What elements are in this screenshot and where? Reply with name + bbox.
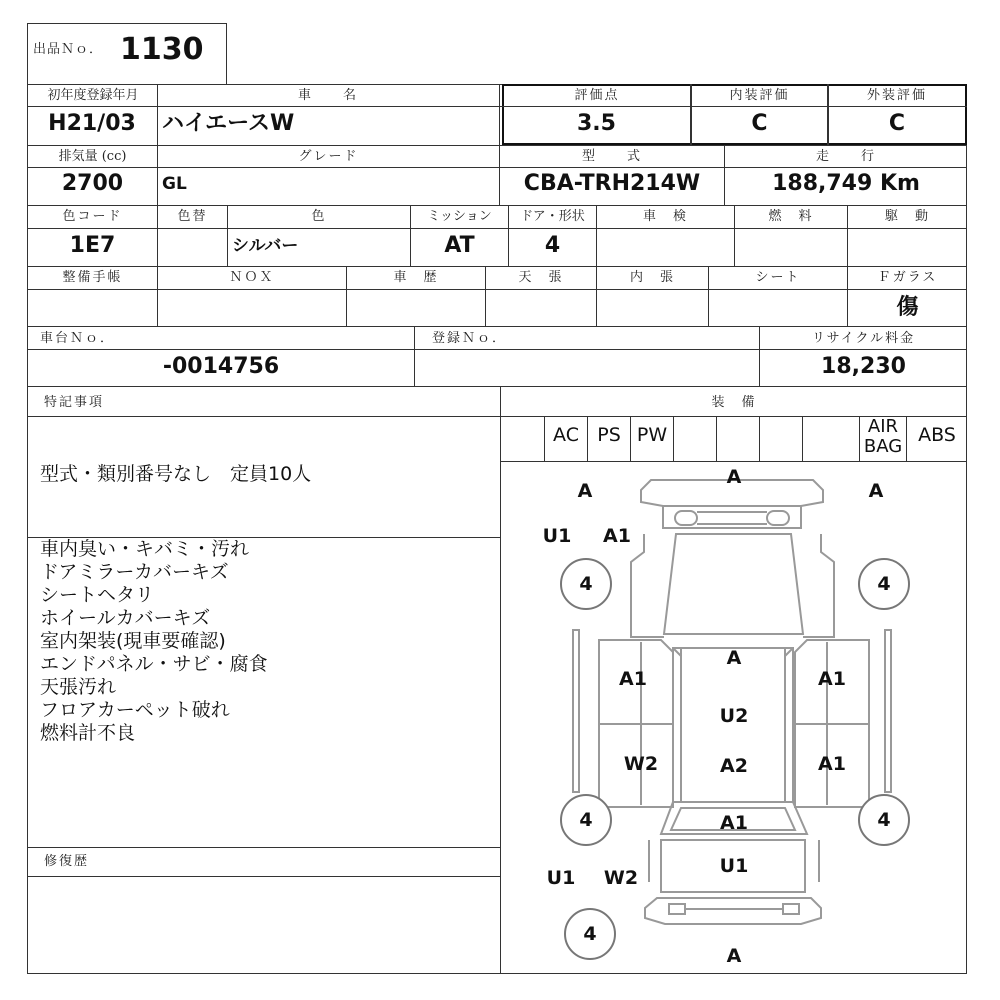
notes-line1: 型式・類別番号なし 定員10人	[40, 463, 312, 485]
equip-ps: PS	[597, 424, 621, 446]
repair-label: 修復歴	[44, 854, 90, 869]
mission-label: ミッション	[427, 209, 492, 224]
color-value: シルバー	[232, 236, 299, 256]
damage-front-bumper: A	[726, 466, 742, 488]
reg-label: 初年度登録年月	[47, 88, 139, 103]
damage-windshield: A	[726, 647, 742, 669]
damage-roof-a2: A2	[720, 755, 748, 777]
history-label: 車 歴	[393, 270, 439, 285]
reg-value: H21/03	[48, 111, 136, 136]
lot-label: 出品Ｎｏ．	[33, 42, 104, 57]
damage-rear-a1: A1	[720, 812, 748, 834]
damage-front-left: A	[577, 480, 593, 502]
damage-right-a1: A1	[818, 753, 846, 775]
notes-item: 室内架装(現車要確認)	[40, 630, 226, 652]
tire-front-right: 4	[858, 558, 910, 610]
color-label: 色	[311, 209, 327, 224]
lot-number: 1130	[120, 32, 204, 67]
equip-ac: AC	[553, 424, 579, 446]
name-value: ハイエースW	[162, 111, 295, 136]
notes-item: エンドパネル・サビ・腐食	[40, 653, 268, 675]
grade-label: グレード	[298, 149, 359, 164]
damage-right-side-a1: A1	[818, 668, 846, 690]
tire-rear-left: 4	[560, 794, 612, 846]
chassis-value: -0014756	[162, 354, 280, 379]
notes-item: フロアカーペット破れ	[40, 699, 230, 721]
mileage-label: 走 行	[815, 149, 876, 164]
equip-airbag: AIR BAG	[863, 416, 903, 457]
drive-label: 駆 動	[884, 209, 930, 224]
notes-item: 車内臭い・キバミ・汚れ	[40, 538, 250, 560]
equip-abs: ABS	[918, 424, 956, 446]
notes-item: 燃料計不良	[40, 722, 136, 744]
damage-front-right: A	[868, 480, 884, 502]
exterior-label: 外装評価	[866, 88, 927, 103]
equip-pw: PW	[636, 424, 668, 446]
repaint-label: 色替	[177, 209, 208, 224]
regno-label: 登録Ｎｏ．	[432, 331, 508, 346]
equipment-label: 装 備	[711, 395, 757, 410]
model-value: CBA-TRH214W	[523, 171, 701, 196]
tire-front-left: 4	[560, 558, 612, 610]
ceiling-label: 天 張	[518, 270, 564, 285]
disp-value: 2700	[61, 171, 124, 196]
notes-item: ドアミラーカバーキズ	[40, 561, 229, 583]
notes-item: 天張汚れ	[40, 676, 117, 698]
seat-label: シート	[755, 270, 801, 285]
name-label: 車 名	[297, 88, 358, 103]
color-code-value: 1E7	[69, 233, 116, 258]
notes-item: ホイールカバーキズ	[40, 607, 211, 629]
inspection-label: 車 検	[642, 209, 688, 224]
grade-value: GL	[162, 174, 187, 194]
door-label: ドア・形状	[520, 209, 585, 224]
chassis-label: 車台Ｎｏ．	[40, 331, 116, 346]
notes-item: シートヘタリ	[40, 584, 155, 606]
damage-roof-u2: U2	[719, 705, 749, 727]
mileage-value: 188,749 Km	[772, 171, 920, 196]
damage-left-side-a1: A1	[619, 668, 647, 690]
disp-label: 排気量 (cc)	[58, 149, 127, 164]
interior-label: 内装評価	[729, 88, 790, 103]
glass-value: 傷	[896, 294, 919, 320]
maint-label: 整備手帳	[62, 270, 123, 285]
fuel-label: 燃 料	[768, 209, 814, 224]
damage-rear-bumper: A	[726, 945, 742, 967]
damage-left-w2: W2	[623, 753, 659, 775]
damage-left-front-u1: U1	[542, 525, 572, 547]
score-label: 評価点	[574, 88, 620, 103]
spare-tire: 4	[564, 908, 616, 960]
mission-value: AT	[444, 233, 475, 258]
damage-rear-u1: U1	[719, 855, 749, 877]
notes-label: 特記事項	[44, 395, 105, 410]
inner-label: 内 張	[629, 270, 675, 285]
glass-label: Ｆガラス	[877, 270, 938, 285]
door-value: 4	[544, 233, 561, 258]
score-value: 3.5	[577, 111, 616, 136]
exterior-value: C	[888, 111, 906, 136]
damage-rear-left-w2: W2	[603, 867, 639, 889]
damage-rear-left-u1: U1	[546, 867, 576, 889]
model-label: 型 式	[581, 149, 642, 164]
nox-label: ＮＯＸ	[229, 270, 275, 285]
recycle-value: 18,230	[821, 354, 906, 379]
damage-left-front-a1: A1	[603, 525, 631, 547]
notes-list	[40, 538, 490, 745]
color-code-label: 色コード	[62, 209, 123, 224]
interior-value: C	[751, 111, 768, 136]
recycle-label: リサイクル料金	[811, 331, 916, 346]
tire-rear-right: 4	[858, 794, 910, 846]
